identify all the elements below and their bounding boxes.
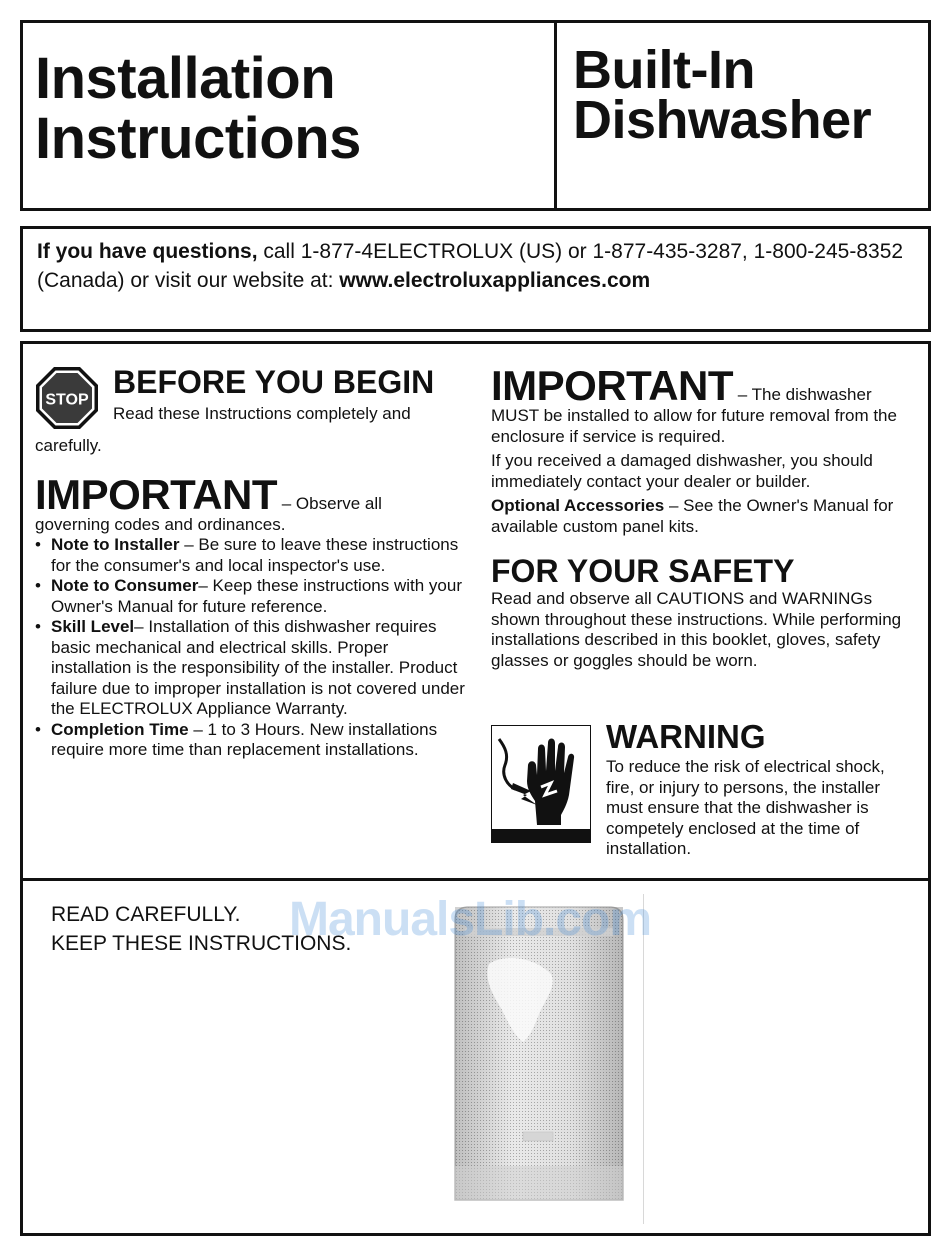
list-item bbox=[35, 720, 465, 761]
product-title-line2: Dishwasher bbox=[573, 90, 872, 150]
dishwasher-image bbox=[453, 904, 625, 1202]
electrical-shock-hand-icon bbox=[491, 725, 591, 843]
important-left-section bbox=[35, 470, 465, 761]
accessories-lead: Optional Accessories bbox=[491, 496, 665, 515]
warning-section bbox=[491, 718, 916, 885]
contact-lead: If you have questions, bbox=[37, 240, 258, 263]
list-item bbox=[35, 535, 465, 576]
product-title bbox=[573, 40, 872, 150]
bullet-lead: Note to Installer bbox=[51, 535, 180, 554]
accessories-body: – See the Owner's Manual for available custom panel kits. bbox=[491, 496, 894, 536]
contact-text: call 1-877-4ELECTROLUX (US) or 1-877-435-3287, 1-800-245-8352 (Canada) or visit our website at: bbox=[37, 240, 904, 292]
safety-section bbox=[491, 553, 916, 671]
doc-title-line2: Instructions bbox=[35, 106, 361, 171]
important-right-suffix: – The dishwasher bbox=[733, 385, 872, 404]
warning-heading: WARNING bbox=[606, 718, 766, 755]
watermark: ManualsLib.com bbox=[289, 893, 652, 946]
header-divider bbox=[554, 23, 557, 208]
left-column bbox=[35, 366, 465, 761]
product-title-line1: Built-In bbox=[573, 40, 755, 100]
optional-accessories-text bbox=[491, 496, 916, 537]
bullet-lead: Completion Time bbox=[51, 719, 189, 739]
bullet-text: – Be sure to leave these instructions for the consumer's and local inspector's use. bbox=[51, 535, 459, 575]
bullet-text: – Keep these instructions with your Owner's Manual for future reference. bbox=[51, 576, 462, 616]
doc-title-line1: Installation bbox=[35, 46, 336, 111]
doc-title bbox=[35, 46, 361, 171]
list-item bbox=[35, 576, 465, 617]
before-begin-heading: BEFORE YOU BEGIN bbox=[113, 364, 435, 400]
important-right-heading: IMPORTANT bbox=[491, 362, 734, 409]
website-link[interactable]: www.electroluxappliances.com bbox=[339, 269, 651, 292]
warning-text: To reduce the risk of electrical shock, fire, or injury to persons, the installer must ensure that the dishwasher is competely enclosed at the time of installation. bbox=[606, 757, 885, 858]
bullet-text: – Installation of this dishwasher requires basic mechanical and electrical skills. Proper installation is the responsibility of the installer. Product failure due to improper installation is not covered under the ELECTROLUX Appliance Warranty. bbox=[51, 617, 465, 718]
before-begin-text-line2: carefully. bbox=[35, 436, 102, 455]
safety-text: Read and observe all CAUTIONS and WARNINGs shown throughout these instructions. While performing installations described in this booklet, gloves, safety glasses or goggles should be worn. bbox=[491, 589, 902, 670]
before-begin-text-line1: Read these Instructions completely and bbox=[113, 404, 411, 423]
stop-sign-label: STOP bbox=[45, 391, 89, 409]
section-divider bbox=[23, 878, 928, 881]
important-left-heading: IMPORTANT bbox=[35, 470, 278, 518]
bullet-lead: Skill Level bbox=[51, 617, 135, 636]
important-left-suffix: – Observe all bbox=[277, 493, 382, 513]
image-divider bbox=[643, 894, 644, 1224]
list-item bbox=[35, 617, 465, 720]
damaged-dishwasher-text: If you received a damaged dishwasher, you should immediately contact your dealer or builder. bbox=[491, 451, 873, 491]
important-right-section bbox=[491, 362, 916, 537]
header-box bbox=[20, 20, 931, 211]
important-right-text: MUST be installed to allow for future removal from the enclosure if service is required. bbox=[491, 406, 897, 446]
right-column bbox=[491, 362, 916, 885]
read-carefully-line2: KEEP THESE INSTRUCTIONS. bbox=[51, 932, 352, 955]
read-carefully-line1: READ CAREFULLY. bbox=[51, 903, 241, 926]
important-left-text: governing codes and ordinances. bbox=[35, 514, 286, 534]
bullet-text: – 1 to 3 Hours. New installations require more time than replacement installations. bbox=[51, 719, 438, 759]
safety-heading: FOR YOUR SAFETY bbox=[491, 553, 795, 589]
contact-box bbox=[20, 226, 931, 332]
installer-notes-list bbox=[35, 535, 465, 761]
main-box bbox=[20, 341, 931, 1236]
before-begin-section bbox=[35, 366, 465, 436]
read-carefully-note bbox=[51, 900, 351, 958]
bullet-lead: Note to Consumer bbox=[51, 576, 199, 595]
stop-sign-icon bbox=[35, 366, 99, 430]
